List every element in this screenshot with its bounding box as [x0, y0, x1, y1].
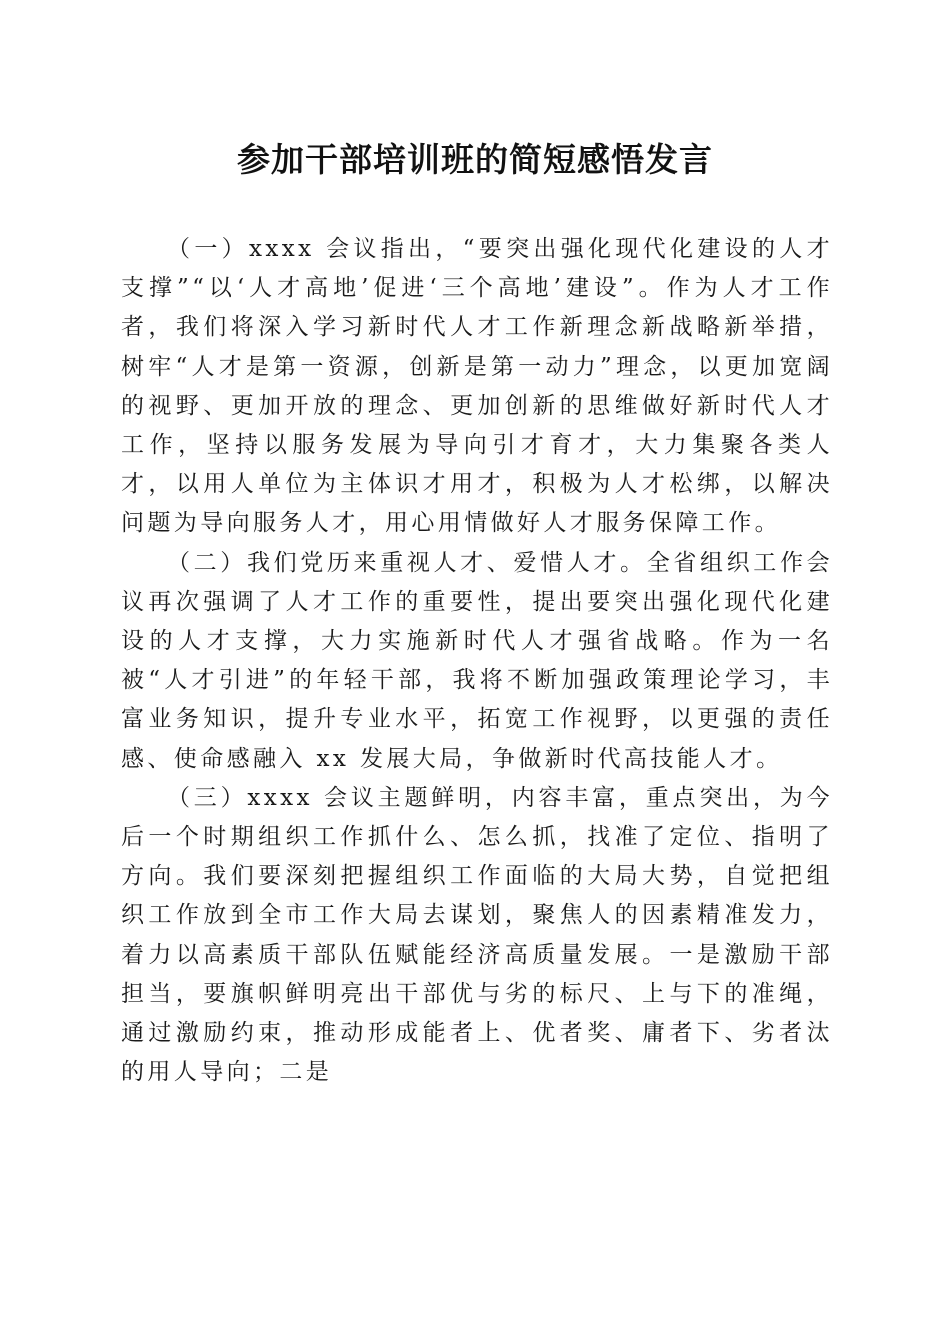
- document-title: 参加干部培训班的简短感悟发言: [237, 140, 713, 179]
- paragraph-2: （二）我们党历来重视人才、爱惜人才。全省组织工作会议再次强调了人才工作的重要性，提出要突出强化现代化建设的人才支撑，大力实施新时代人才强省战略。作为一名被“人才引进”的年轻干部，我将不断加强政策理论学习，丰富业务知识，提升专业水平，拓宽工作视野，以更强的责任感、使命感融入 xx 发展大局，争做新时代高技能人才。: [121, 549, 833, 772]
- paragraph-3: （三）xxxx 会议主题鲜明，内容丰富，重点突出，为今后一个时期组织工作抓什么、怎么抓，找准了定位、指明了方向。我们要深刻把握组织工作面临的大局大势，自觉把组织工作放到全市工作大局去谋划，聚焦人的因素精准发力，着力以高素质干部队伍赋能经济高质量发展。一是激励干部担当，要旗帜鲜明亮出干部优与劣的标尺、上与下的准绳，通过激励约束，推动形成能者上、优者奖、庸者下、劣者汰的用人导向；二是: [121, 784, 833, 1086]
- paragraph-1: （一）xxxx 会议指出，“要突出强化现代化建设的人才支撑”“以‘人才高地’促进‘三个高地’建设”。作为人才工作者，我们将深入学习新时代人才工作新理念新战略新举措，树牢“人才是第一资源，创新是第一动力”理念，以更加宽阔的视野、更加开放的理念、更加创新的思维做好新时代人才工作，坚持以服务发展为导向引才育才，大力集聚各类人才，以用人单位为主体识才用才，积极为人才松绑，以解决问题为导向服务人才，用心用情做好人才服务保障工作。: [121, 236, 833, 537]
- document-body: [121, 230, 833, 1092]
